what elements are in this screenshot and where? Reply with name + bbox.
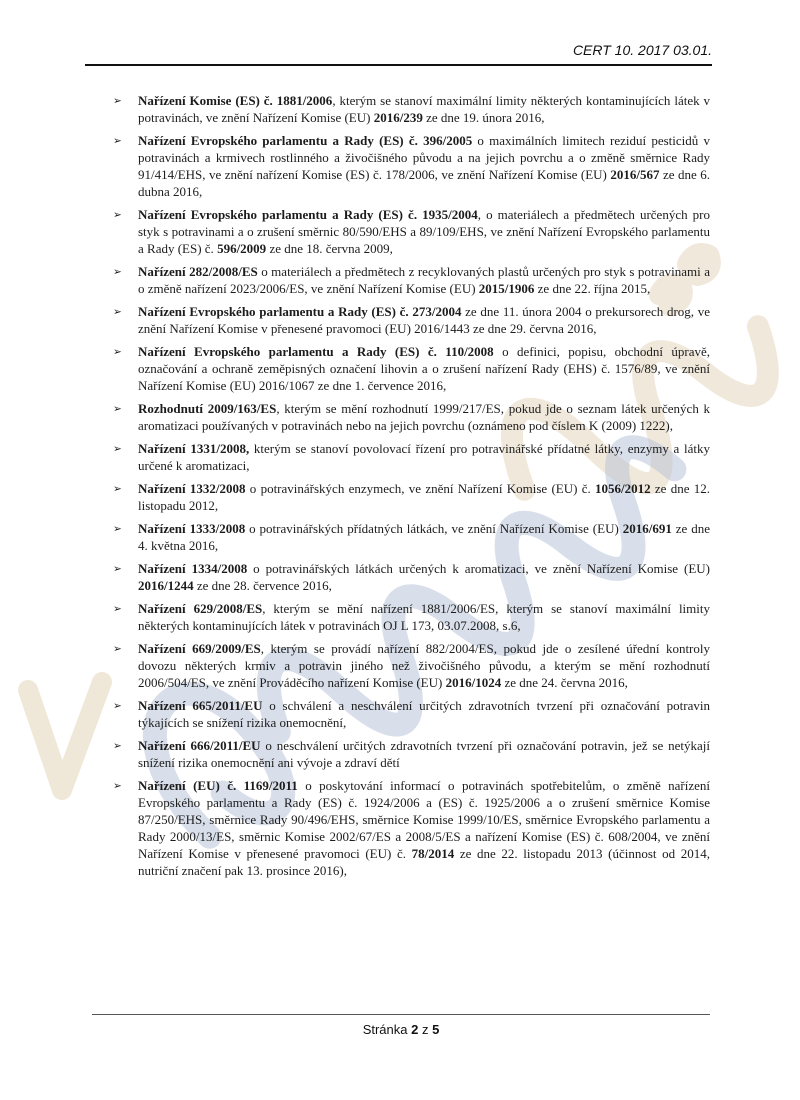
bullet-arrow-icon: ➢ [113,563,122,575]
list-item-text: Nařízení 1331/2008, kterým se stanoví povolovací řízení pro potravinářské přídatné látky, enzymy a látky určené k aromatizaci, [138,441,710,473]
list-item [113,92,710,126]
bullet-arrow-icon: ➢ [113,306,122,318]
list-item [113,520,710,554]
list-item [113,697,710,731]
list-item [113,263,710,297]
header-title: CERT 10. 2017 03.01. [572,42,712,58]
list-item [113,480,710,514]
bullet-arrow-icon: ➢ [113,643,122,655]
list-item [113,206,710,257]
page-header [85,0,712,66]
bullet-arrow-icon: ➢ [113,209,122,221]
bullet-arrow-icon: ➢ [113,780,122,792]
page-footer [92,1014,710,1037]
list-item-text: Nařízení Evropského parlamentu a Rady (ES) č. 110/2008 o definici, popisu, obchodní úpravě, označování a ochraně zeměpisných označení lihovin a o zrušení nařízení Rady (EHS) č. 1576/89, ve znění Nařízení Komise (EU) 2016/1067 ze dne 1. července 2016, [138,344,710,393]
bullet-arrow-icon: ➢ [113,483,122,495]
regulation-list [113,92,710,879]
bullet-arrow-icon: ➢ [113,700,122,712]
bullet-arrow-icon: ➢ [113,135,122,147]
list-item-text: Nařízení 1334/2008 o potravinářských látkách určených k aromatizaci, ve znění Nařízení Komise (EU) 2016/1244 ze dne 28. července 2016, [138,561,711,593]
list-item-text: Nařízení 666/2011/EU o neschválení určitých zdravotních tvrzení při označování potravin, jež se netýkají snížení rizika onemocnění ani vývoje a zdraví dětí [138,738,710,770]
list-item [113,440,710,474]
list-item-text: Rozhodnutí 2009/163/ES, kterým se mění rozhodnutí 1999/217/ES, pokud jde o seznam látek určených k aromatizaci používaných v potravinách nebo na jejich povrchu (oznámeno pod číslem K (2009) 1222), [138,401,710,433]
bullet-arrow-icon: ➢ [113,523,122,535]
bullet-arrow-icon: ➢ [113,266,122,278]
footer-page-label: Stránka 2 z 5 [362,1022,440,1037]
list-item-text: Nařízení 665/2011/EU o schválení a neschválení určitých zdravotních tvrzení při označování potravin týkajících se snížení rizika onemocnění, [138,698,710,730]
list-item [113,303,710,337]
list-item [113,737,710,771]
bullet-arrow-icon: ➢ [113,740,122,752]
bullet-arrow-icon: ➢ [113,346,122,358]
list-item [113,560,710,594]
list-item-text: Nařízení 629/2008/ES, kterým se mění nařízení 1881/2006/ES, kterým se stanoví maximální limity některých kontaminujících látek v potravinách OJ L 173, 03.07.2008, s.6, [138,601,711,633]
list-item [113,600,710,634]
list-item [113,400,710,434]
list-item-text: Nařízení Komise (ES) č. 1881/2006, kterým se stanoví maximální limity některých kontaminujících látek v potravinách, ve znění Nařízení Komise (EU) 2016/239 ze dne 19. února 2016, [138,93,710,125]
bullet-arrow-icon: ➢ [113,603,122,615]
list-item [113,640,710,691]
list-item-text: Nařízení (EU) č. 1169/2011 o poskytování informací o potravinách spotřebitelům, o změně nařízení Evropského parlamentu a Rady (ES) č. 1924/2006 a (ES) č. 1925/2006 a o zrušení směrnice Komise 87/250/EHS, směrnice Rady 90/496/EHS, směrnice Komise 1999/10/ES, směrnice Evropského parlamentu a Rady 2000/13/ES, směrnic Komise 2002/67/ES a 2008/5/ES a nařízení Komise (ES) č. 608/2004, ve znění Nařízení Komise v přenesené pravomoci (EU) č. 78/2014 ze dne 22. listopadu 2013 (účinnost od 2014, nutriční značení pak 13. prosince 2016), [138,778,710,878]
bullet-arrow-icon: ➢ [113,95,122,107]
list-item-text: Nařízení 1332/2008 o potravinářských enzymech, ve znění Nařízení Komise (EU) č. 1056/2012 ze dne 12. listopadu 2012, [138,481,710,513]
list-item [113,132,710,200]
list-item [113,777,710,879]
list-item-text: Nařízení 282/2008/ES o materiálech a předmětech z recyklovaných plastů určených pro styk s potravinami a o změně nařízení 2023/2006/ES, ve znění Nařízení Komise (EU) 2015/1906 ze dne 22. října 2015, [138,264,710,296]
bullet-arrow-icon: ➢ [113,403,122,415]
list-item-text: Nařízení 1333/2008 o potravinářských přídatných látkách, ve znění Nařízení Komise (EU) 2016/691 ze dne 4. května 2016, [138,521,711,553]
list-item-text: Nařízení Evropského parlamentu a Rady (ES) č. 396/2005 o maximálních limitech reziduí pesticidů v potravinách a krmivech rostlinného a živočišného původu a na jejich povrchu a o změně směrnice Rady 91/414/EHS, ve znění nařízení Komise (ES) č. 178/2006, ve znění Nařízení Komise (EU) 2016/567 ze dne 6. dubna 2016, [138,133,710,199]
list-item-text: Nařízení 669/2009/ES, kterým se provádí nařízení 882/2004/ES, pokud jde o zesílené úřední kontroly dovozu některých krmiv a potravin jiného než živočišného původu, a kterým se mění rozhodnutí 2006/504/ES, ve znění Prováděcího nařízení Komise (EU) 2016/1024 ze dne 24. června 2016, [138,641,710,690]
bullet-arrow-icon: ➢ [113,443,122,455]
list-item [113,343,710,394]
list-item-text: Nařízení Evropského parlamentu a Rady (ES) č. 273/2004 ze dne 11. února 2004 o prekursorech drog, ve znění Nařízení Komise v přenesené pravomoci (EU) 2016/1443 ze dne 29. června 2016, [138,304,710,336]
list-item-text: Nařízení Evropského parlamentu a Rady (ES) č. 1935/2004, o materiálech a předmětech určených pro styk s potravinami a o zrušení směrnic 80/590/EHS a 89/109/EHS, ve znění Nařízení Evropského parlamentu a Rady (ES) č. 596/2009 ze dne 18. června 2009, [138,207,711,256]
